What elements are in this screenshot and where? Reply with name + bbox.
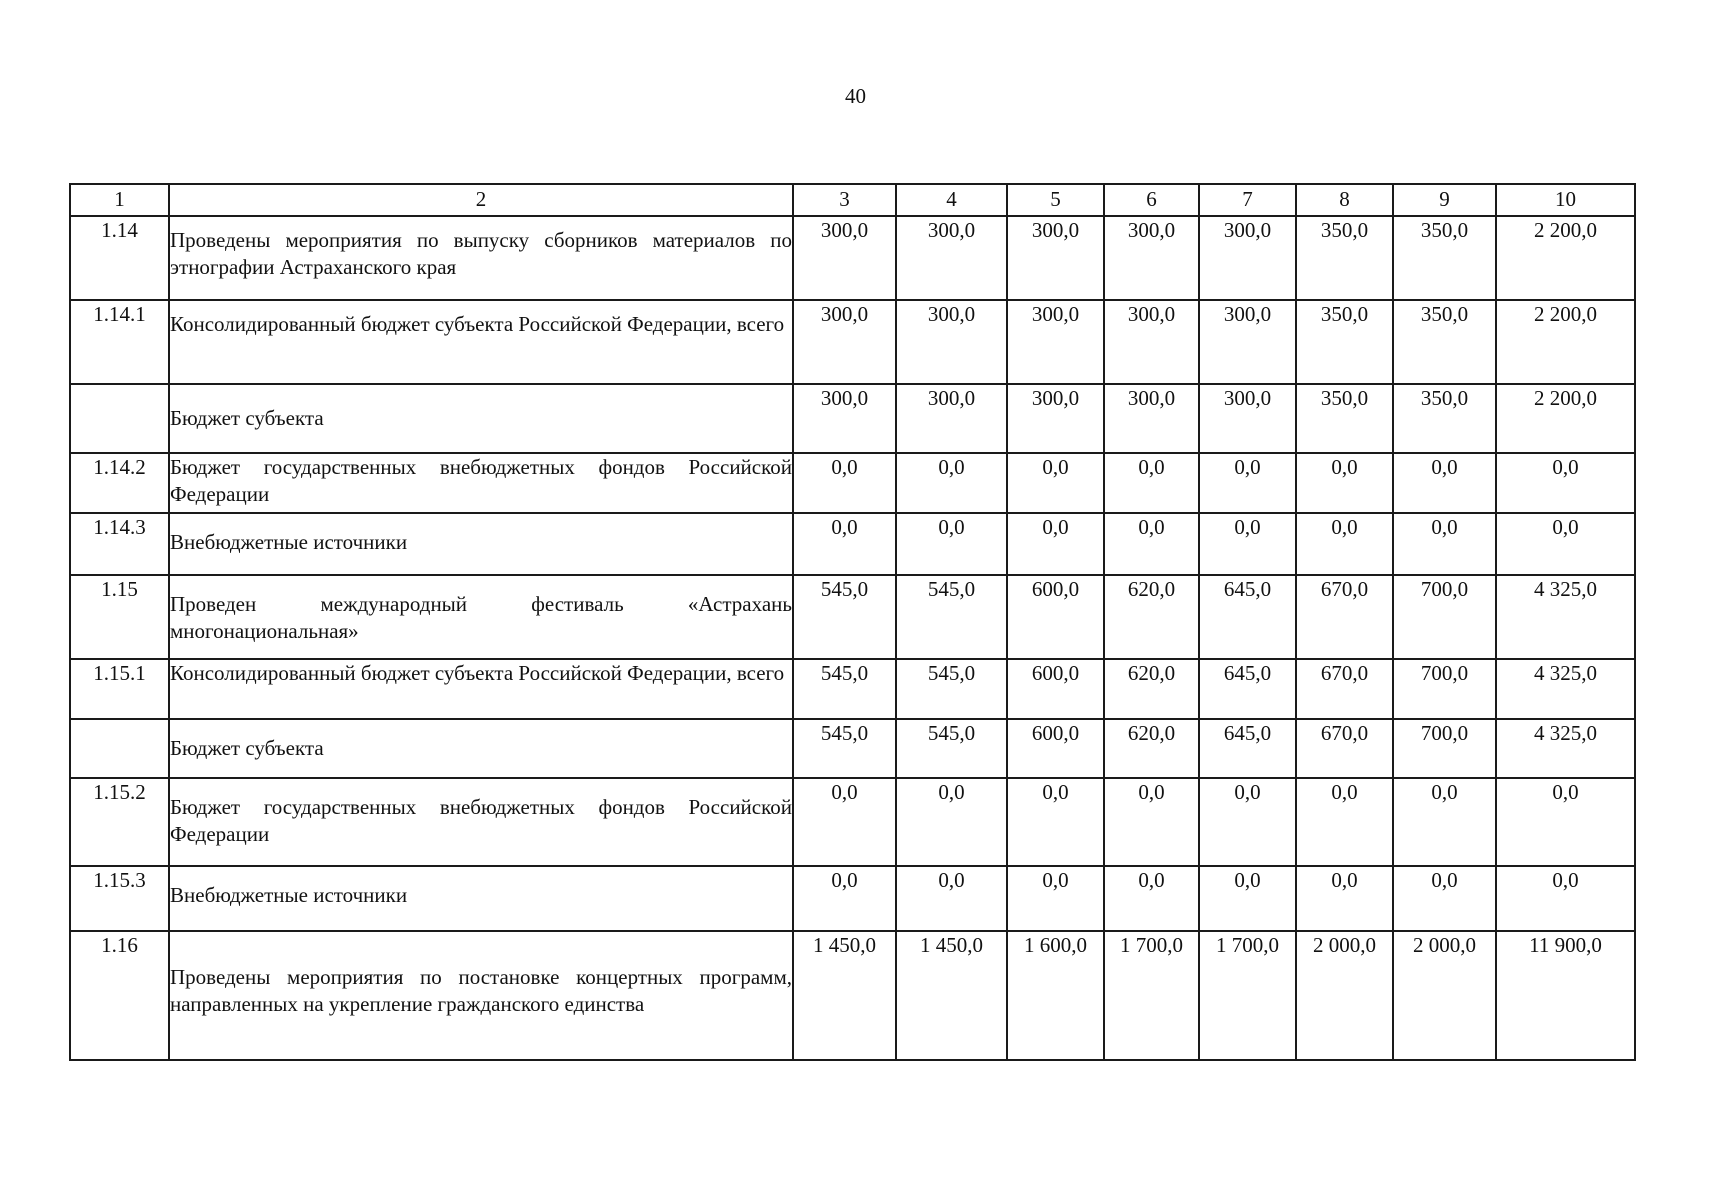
value-cell: 0,0 <box>896 513 1007 575</box>
column-header: 7 <box>1199 184 1296 216</box>
value-cell: 0,0 <box>1104 513 1199 575</box>
row-number: 1.14.1 <box>70 300 169 384</box>
table-row <box>70 778 1635 866</box>
value-cell: 300,0 <box>1199 300 1296 384</box>
value-cell: 300,0 <box>896 216 1007 300</box>
column-header: 10 <box>1496 184 1635 216</box>
value-cell: 0,0 <box>793 778 896 866</box>
value-cell: 0,0 <box>1393 453 1496 513</box>
row-description: Бюджет субъекта <box>170 406 324 430</box>
column-header: 6 <box>1104 184 1199 216</box>
value-cell: 300,0 <box>1104 216 1199 300</box>
value-cell: 0,0 <box>896 778 1007 866</box>
row-description-cell <box>169 300 793 384</box>
value-cell: 0,0 <box>793 453 896 513</box>
value-cell: 645,0 <box>1199 719 1296 778</box>
row-number: 1.15.3 <box>70 866 169 931</box>
value-cell: 300,0 <box>896 384 1007 453</box>
value-cell: 0,0 <box>1199 513 1296 575</box>
value-cell: 2 200,0 <box>1496 216 1635 300</box>
value-cell: 0,0 <box>1496 453 1635 513</box>
column-header: 9 <box>1393 184 1496 216</box>
value-cell: 600,0 <box>1007 719 1104 778</box>
value-cell: 0,0 <box>896 866 1007 931</box>
row-description-cell <box>169 659 793 719</box>
value-cell: 0,0 <box>1393 866 1496 931</box>
value-cell: 2 200,0 <box>1496 384 1635 453</box>
row-description-cell <box>169 778 793 866</box>
value-cell: 0,0 <box>1393 513 1496 575</box>
value-cell: 300,0 <box>896 300 1007 384</box>
row-description: Бюджет государственных внебюджетных фондов Российской Федерации <box>170 455 792 507</box>
value-cell: 350,0 <box>1296 216 1393 300</box>
value-cell: 11 900,0 <box>1496 931 1635 1060</box>
value-cell: 4 325,0 <box>1496 575 1635 659</box>
value-cell: 670,0 <box>1296 575 1393 659</box>
value-cell: 300,0 <box>1199 384 1296 453</box>
table-row <box>70 866 1635 931</box>
row-number: 1.14 <box>70 216 169 300</box>
column-header: 4 <box>896 184 1007 216</box>
value-cell: 1 700,0 <box>1199 931 1296 1060</box>
column-header: 3 <box>793 184 896 216</box>
value-cell: 300,0 <box>1007 216 1104 300</box>
row-description: Бюджет субъекта <box>170 736 324 760</box>
value-cell: 645,0 <box>1199 575 1296 659</box>
table-row <box>70 216 1635 300</box>
value-cell: 0,0 <box>1199 866 1296 931</box>
value-cell: 0,0 <box>1104 778 1199 866</box>
table-body <box>70 216 1635 1060</box>
table-row <box>70 300 1635 384</box>
value-cell: 545,0 <box>896 575 1007 659</box>
value-cell: 0,0 <box>1007 866 1104 931</box>
value-cell: 350,0 <box>1296 300 1393 384</box>
row-description-cell <box>169 384 793 453</box>
row-description-cell <box>169 453 793 513</box>
value-cell: 645,0 <box>1199 659 1296 719</box>
value-cell: 700,0 <box>1393 575 1496 659</box>
value-cell: 670,0 <box>1296 659 1393 719</box>
value-cell: 0,0 <box>1296 778 1393 866</box>
table-row <box>70 384 1635 453</box>
value-cell: 300,0 <box>793 384 896 453</box>
value-cell: 0,0 <box>896 453 1007 513</box>
value-cell: 620,0 <box>1104 659 1199 719</box>
value-cell: 700,0 <box>1393 719 1496 778</box>
table-row <box>70 659 1635 719</box>
value-cell: 545,0 <box>896 659 1007 719</box>
row-description: Внебюджетные источники <box>170 530 408 554</box>
value-cell: 620,0 <box>1104 575 1199 659</box>
row-description-cell <box>169 719 793 778</box>
table-row <box>70 575 1635 659</box>
value-cell: 300,0 <box>1007 384 1104 453</box>
row-description-cell <box>169 866 793 931</box>
value-cell: 0,0 <box>1007 513 1104 575</box>
value-cell: 1 700,0 <box>1104 931 1199 1060</box>
value-cell: 350,0 <box>1393 384 1496 453</box>
row-description: Проведен международный фестиваль «Астрахань многонациональная» <box>170 592 792 644</box>
value-cell: 600,0 <box>1007 659 1104 719</box>
row-description-cell <box>169 575 793 659</box>
row-description: Проведены мероприятия по выпуску сборников материалов по этнографии Астраханского края <box>170 228 792 280</box>
row-number: 1.14.3 <box>70 513 169 575</box>
value-cell: 0,0 <box>1496 866 1635 931</box>
page-number: 40 <box>845 84 866 108</box>
budget-table <box>69 183 1636 1061</box>
value-cell: 0,0 <box>1496 778 1635 866</box>
value-cell: 0,0 <box>1296 866 1393 931</box>
row-description: Консолидированный бюджет субъекта Российской Федерации, всего <box>170 312 785 336</box>
value-cell: 620,0 <box>1104 719 1199 778</box>
value-cell: 0,0 <box>1296 453 1393 513</box>
value-cell: 300,0 <box>1104 300 1199 384</box>
value-cell: 300,0 <box>1199 216 1296 300</box>
value-cell: 0,0 <box>1104 866 1199 931</box>
value-cell: 0,0 <box>1496 513 1635 575</box>
table-row <box>70 453 1635 513</box>
row-description: Проведены мероприятия по постановке концертных программ, направленных на укрепление гражданского единства <box>170 965 792 1017</box>
value-cell: 0,0 <box>1393 778 1496 866</box>
value-cell: 670,0 <box>1296 719 1393 778</box>
row-number: 1.14.2 <box>70 453 169 513</box>
row-description: Внебюджетные источники <box>170 883 408 907</box>
row-number: 1.15 <box>70 575 169 659</box>
header-row <box>70 184 1635 216</box>
row-number: 1.16 <box>70 931 169 1060</box>
value-cell: 2 000,0 <box>1393 931 1496 1060</box>
value-cell: 700,0 <box>1393 659 1496 719</box>
value-cell: 4 325,0 <box>1496 659 1635 719</box>
column-header: 5 <box>1007 184 1104 216</box>
row-number: 1.15.2 <box>70 778 169 866</box>
row-number: 1.15.1 <box>70 659 169 719</box>
table-row <box>70 513 1635 575</box>
value-cell: 545,0 <box>793 659 896 719</box>
value-cell: 300,0 <box>793 216 896 300</box>
value-cell: 0,0 <box>1199 453 1296 513</box>
table-row <box>70 931 1635 1060</box>
value-cell: 0,0 <box>793 513 896 575</box>
column-header: 2 <box>169 184 793 216</box>
value-cell: 350,0 <box>1296 384 1393 453</box>
value-cell: 0,0 <box>793 866 896 931</box>
value-cell: 545,0 <box>896 719 1007 778</box>
column-header: 8 <box>1296 184 1393 216</box>
row-description-cell <box>169 513 793 575</box>
value-cell: 1 450,0 <box>896 931 1007 1060</box>
value-cell: 300,0 <box>1007 300 1104 384</box>
table-row <box>70 719 1635 778</box>
value-cell: 2 200,0 <box>1496 300 1635 384</box>
value-cell: 600,0 <box>1007 575 1104 659</box>
value-cell: 545,0 <box>793 575 896 659</box>
value-cell: 4 325,0 <box>1496 719 1635 778</box>
column-header: 1 <box>70 184 169 216</box>
row-description-cell <box>169 216 793 300</box>
value-cell: 350,0 <box>1393 300 1496 384</box>
value-cell: 545,0 <box>793 719 896 778</box>
value-cell: 0,0 <box>1007 778 1104 866</box>
value-cell: 1 450,0 <box>793 931 896 1060</box>
value-cell: 2 000,0 <box>1296 931 1393 1060</box>
value-cell: 300,0 <box>793 300 896 384</box>
row-number <box>70 719 169 778</box>
row-description: Консолидированный бюджет субъекта Российской Федерации, всего <box>170 661 785 685</box>
value-cell: 0,0 <box>1007 453 1104 513</box>
value-cell: 0,0 <box>1104 453 1199 513</box>
row-description: Бюджет государственных внебюджетных фондов Российской Федерации <box>170 795 792 847</box>
value-cell: 0,0 <box>1296 513 1393 575</box>
value-cell: 1 600,0 <box>1007 931 1104 1060</box>
row-description-cell <box>169 931 793 1060</box>
value-cell: 300,0 <box>1104 384 1199 453</box>
row-number <box>70 384 169 453</box>
value-cell: 350,0 <box>1393 216 1496 300</box>
value-cell: 0,0 <box>1199 778 1296 866</box>
